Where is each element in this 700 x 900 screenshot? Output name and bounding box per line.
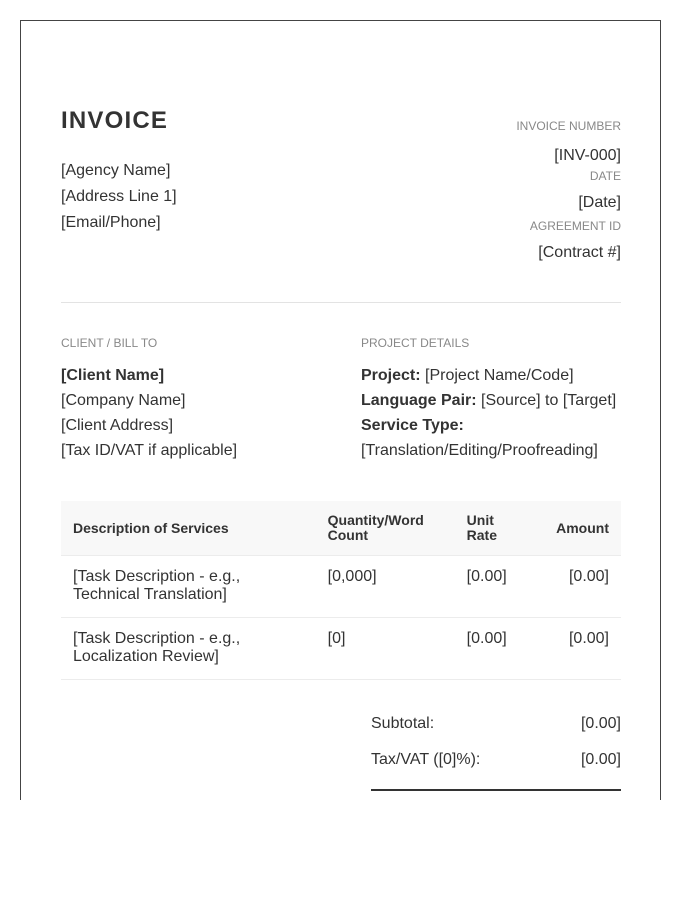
service-type-key: Service Type: (361, 417, 464, 434)
agency-contact: [Email/Phone] (61, 214, 161, 231)
subtotal-row (371, 714, 621, 750)
project-line (361, 363, 631, 388)
subtotal-value: [0.00] (580, 715, 621, 732)
agreement-id-label: AGREEMENT ID (529, 219, 621, 233)
row-description: [Task Description - e.g., Technical Translation] (61, 556, 316, 618)
tax-value: [0.00] (580, 751, 621, 768)
client-name: [Client Name] (61, 367, 165, 384)
subtotal-label: Subtotal: (371, 715, 435, 732)
project-key: Project: (361, 367, 421, 384)
row-unit-rate: [0.00] (455, 556, 538, 618)
date-group (361, 169, 621, 219)
invoice-page (20, 20, 661, 800)
agency-info (61, 158, 177, 236)
table-header-row (61, 501, 621, 556)
agreement-id-value: [Contract #] (538, 244, 621, 261)
row-description: [Task Description - e.g., Localization Review] (61, 618, 316, 680)
header-description: Description of Services (61, 501, 316, 556)
invoice-number-label: INVOICE NUMBER (516, 119, 621, 133)
project-section (361, 336, 631, 463)
section-divider (61, 302, 621, 303)
agency-address: [Address Line 1] (61, 188, 177, 205)
totals-rule (371, 789, 621, 791)
row-amount: [0.00] (538, 556, 621, 618)
services-table (61, 501, 621, 680)
invoice-number-group (361, 119, 621, 169)
client-section (61, 336, 351, 463)
table-row (61, 618, 621, 680)
row-amount: [0.00] (538, 618, 621, 680)
row-quantity: [0,000] (316, 556, 455, 618)
totals-section (371, 714, 621, 786)
row-unit-rate: [0.00] (455, 618, 538, 680)
date-label: DATE (589, 169, 621, 183)
service-type-value: [Translation/Editing/Proofreading] (361, 442, 598, 459)
client-company: [Company Name] (61, 392, 186, 409)
tax-label: Tax/VAT ([0]%): (371, 751, 481, 768)
project-value: [Project Name/Code] (420, 367, 574, 384)
date-value: [Date] (578, 194, 621, 211)
language-pair-value: [Source] to [Target] (476, 392, 617, 409)
client-tax-id: [Tax ID/VAT if applicable] (61, 442, 238, 459)
agency-name: [Agency Name] (61, 162, 171, 179)
header-unit-rate: Unit Rate (455, 501, 538, 556)
client-label: CLIENT / BILL TO (61, 336, 158, 350)
agreement-group (361, 219, 621, 269)
invoice-number-value: [INV-000] (554, 147, 621, 164)
invoice-meta (361, 119, 621, 269)
header-quantity: Quantity/Word Count (316, 501, 455, 556)
tax-row (371, 750, 621, 786)
table-row (61, 556, 621, 618)
language-pair-line (361, 388, 631, 413)
project-label: PROJECT DETAILS (361, 336, 470, 350)
header-amount: Amount (538, 501, 621, 556)
client-address: [Client Address] (61, 417, 174, 434)
row-quantity: [0] (316, 618, 455, 680)
invoice-title: INVOICE (61, 107, 169, 134)
language-pair-key: Language Pair: (361, 392, 477, 409)
